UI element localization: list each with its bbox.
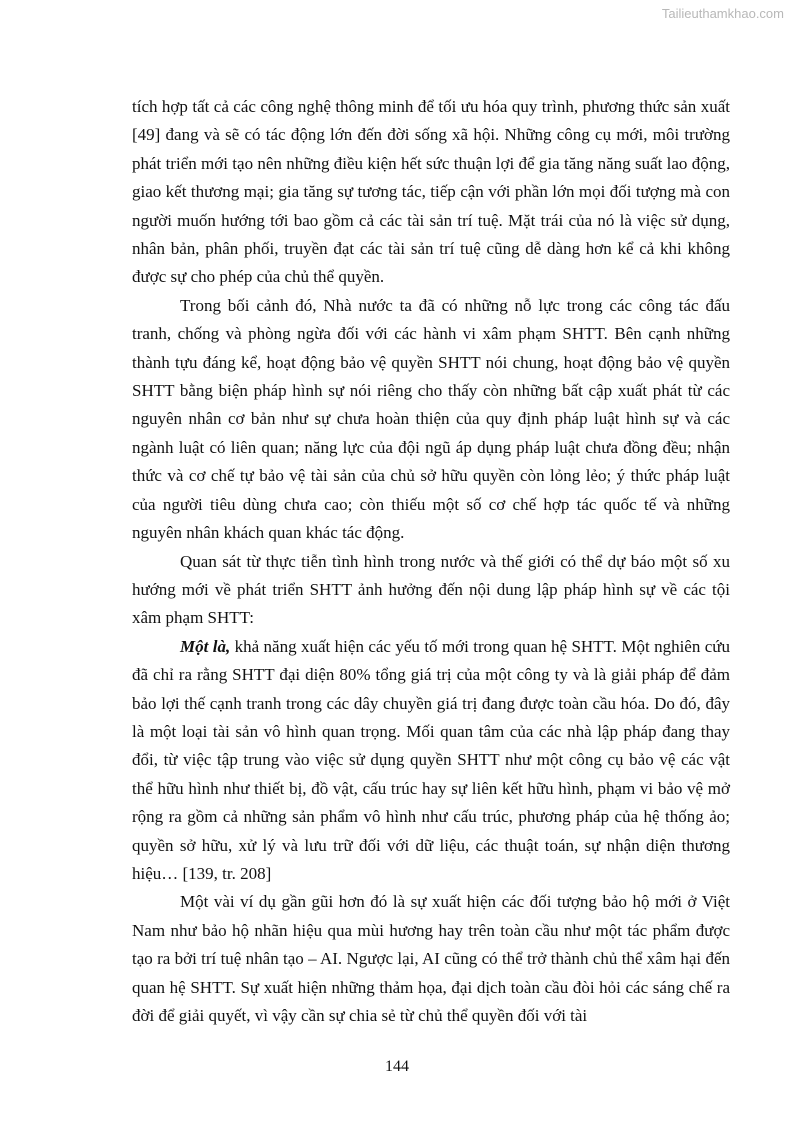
paragraph-4 bbox=[132, 633, 730, 889]
paragraph-5: Một vài ví dụ gần gũi hơn đó là sự xuất hiện các đối tượng bảo hộ mới ở Việt Nam như bảo hộ nhãn hiệu qua mùi hương hay trên toàn cầu như một tác phẩm được tạo ra bởi trí tuệ nhân tạo – AI. Ngược lại, AI cũng có thể trở thành chủ thể xâm hại đến quan hệ SHTT. Sự xuất hiện những thảm họa, đại dịch toàn cầu đòi hỏi các sáng chế ra đời để giải quyết, vì vậy cần sự chia sẻ từ chủ thể quyền đối với tài bbox=[132, 892, 730, 1025]
watermark: Tailieuthamkhao.com bbox=[661, 6, 784, 21]
paragraph-2: Trong bối cảnh đó, Nhà nước ta đã có những nỗ lực trong các công tác đấu tranh, chống và phòng ngừa đối với các hành vi xâm phạm SHTT. Bên cạnh những thành tựu đáng kể, hoạt động bảo vệ quyền SHTT nói chung, hoạt động bảo vệ quyền SHTT bằng biện pháp hình sự nói riêng cho thấy còn những bất cập xuất phát từ các nguyên nhân cơ bản như sự chưa hoàn thiện của quy định pháp luật hình sự và các ngành luật có liên quan; năng lực của đội ngũ áp dụng pháp luật chưa đồng đều; nhận thức và cơ chế tự bảo vệ tài sản của chủ sở hữu quyền còn lỏng lẻo; ý thức pháp luật của người tiêu dùng chưa cao; còn thiếu một số cơ chế hợp tác quốc tế và những nguyên nhân khách quan khác tác động. bbox=[132, 295, 730, 543]
paragraph-3: Quan sát từ thực tiễn tình hình trong nước và thế giới có thể dự báo một số xu hướng mới về phát triển SHTT ảnh hưởng đến nội dung lập pháp hình sự về các tội xâm phạm SHTT: bbox=[132, 551, 730, 628]
page-number: 144 bbox=[385, 1058, 409, 1075]
paragraph-4-text: khả năng xuất hiện các yếu tố mới trong quan hệ SHTT. Một nghiên cứu đã chỉ ra rằng SHTT đại diện 80% tổng giá trị của một công ty và là giải pháp để đảm bảo lợi thế cạnh tranh trong các dây chuyền giá trị đang được toàn cầu hóa. Do đó, đây là một loại tài sản vô hình quan trọng. Mối quan tâm của các nhà lập pháp đang thay đổi, từ việc tập trung vào việc sử dụng quyền SHTT như một công cụ bảo vệ các vật thể hữu hình như thiết bị, đồ vật, cấu trúc hay sự liên kết hữu hình, phạm vi bảo vệ mở rộng ra gồm cả những sản phẩm vô hình như cấu trúc, phương pháp của hệ thống ảo; quyền sở hữu, xử lý và lưu trữ đối với dữ liệu, các thuật toán, sự nhận diện thương hiệu… [139, tr. 208] bbox=[132, 636, 730, 883]
page-body bbox=[132, 93, 730, 1030]
paragraph-4-lead: Một là, bbox=[180, 636, 231, 656]
paragraph-1: tích hợp tất cả các công nghệ thông minh để tối ưu hóa quy trình, phương thức sản xuất [49] đang và sẽ có tác động lớn đến đời sống xã hội. Những công cụ mới, môi trường phát triển mới tạo nên những điều kiện hết sức thuận lợi để gia tăng năng suất lao động, giao kết thương mại; gia tăng sự tương tác, tiếp cận với phần lớn mọi đối tượng mà con người muốn hướng tới bao gồm cả các tài sản trí tuệ. Mặt trái của nó là việc sử dụng, nhân bản, phân phối, truyền đạt các tài sản trí tuệ cũng dễ dàng hơn kể cả khi không được sự cho phép của chủ thể quyền. bbox=[132, 97, 730, 287]
